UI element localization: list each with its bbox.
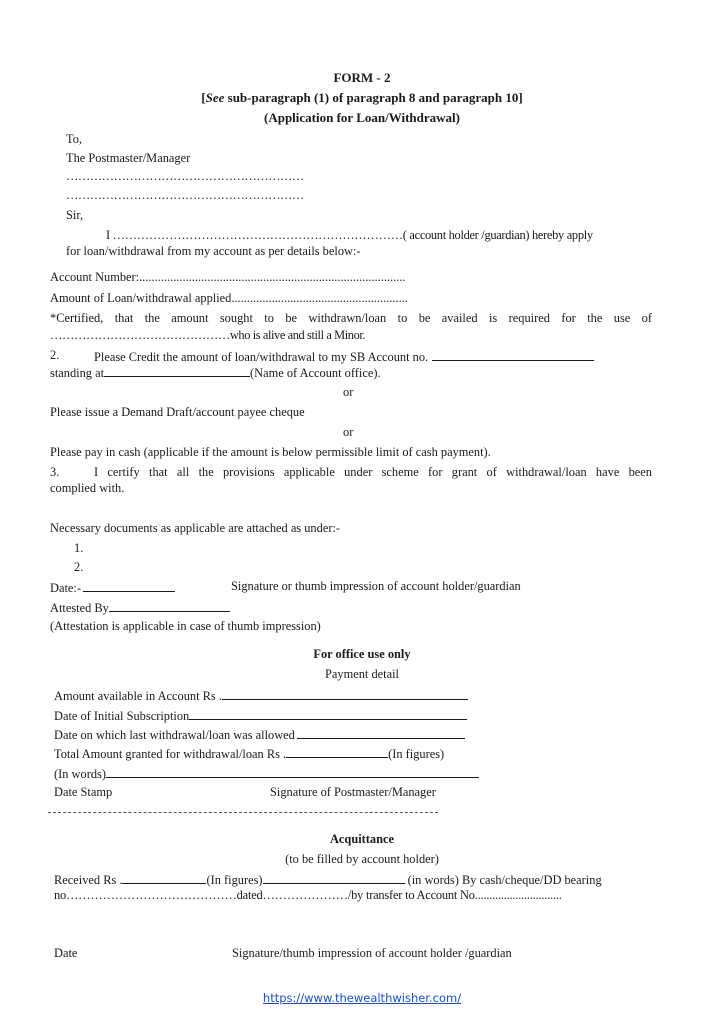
standing-at-line [50, 365, 381, 379]
received-line [54, 872, 602, 886]
signature-postmaster: Signature of Postmaster/Manager [270, 785, 436, 799]
payment-detail: Payment detail [325, 667, 399, 681]
acquittance-date: Date [54, 946, 78, 960]
credit-number: 2. [50, 348, 60, 362]
website-link[interactable]: https://www.thewealthwisher.com/ [262, 991, 462, 1005]
in-words-line [54, 766, 479, 780]
address-blank-2: …………………………………………………… [66, 188, 304, 202]
salutation: Sir, [66, 208, 84, 222]
apply-line-2: for loan/withdrawal from my account as per details below:- [66, 244, 361, 258]
office-heading: For office use only [313, 647, 411, 661]
complied-line: complied with. [50, 481, 125, 495]
documents-line: Necessary documents as applicable are attached as under:- [50, 521, 341, 535]
demand-draft-line: Please issue a Demand Draft/account payee cheque [50, 405, 305, 419]
account-office-label: (Name of Account office). [250, 366, 381, 380]
in-words-label: (In words) [54, 767, 106, 781]
certify-number: 3. [50, 465, 60, 479]
document-item-1: 1. [74, 541, 84, 555]
no-line: no……………………………………dated…………………/by transfer to Account No.............................. [54, 888, 562, 902]
acquittance-heading: Acquittance [329, 832, 394, 846]
or-1: or [343, 385, 354, 399]
total-granted-figures: (In figures) [388, 747, 445, 761]
amount-available-blank [222, 688, 468, 700]
sb-account-blank [432, 349, 594, 361]
certified-line-1: *Certified, that the amount sought to be withdrawn/loan to be availed is required for the use of [50, 311, 652, 325]
in-words-blank [106, 766, 479, 778]
acquittance-subheading: (to be filled by account holder) [285, 852, 439, 866]
total-granted-line [54, 746, 444, 760]
address-blank-1: …………………………………………………… [66, 169, 304, 183]
date-blank [83, 580, 175, 592]
credit-text: Please Credit the amount of loan/withdrawal to my SB Account no. [94, 350, 429, 364]
acquittance-signature: Signature/thumb impression of account holder /guardian [232, 946, 512, 960]
ref-see: See [205, 90, 225, 105]
ref-prefix: [ [201, 90, 206, 105]
form-title: FORM - 2 [333, 70, 391, 85]
certify-line: I certify that all the provisions applicable under scheme for grant of withdrawal/loan have been [94, 465, 652, 479]
amount-applied-field: Amount of Loan/withdrawal applied......................................................... [50, 291, 408, 305]
total-granted-blank [286, 746, 388, 758]
footer [0, 992, 724, 1005]
form-reference [0, 91, 724, 104]
standing-at-blank [104, 365, 250, 377]
attestation-note: (Attestation is applicable in case of thumb impression) [50, 619, 321, 633]
date-label: Date:- [50, 581, 81, 595]
last-withdrawal-line [54, 727, 465, 741]
initial-subscription-label: Date of Initial Subscription [54, 709, 190, 723]
pay-cash-line: Please pay in cash (applicable if the amount is below permissible limit of cash payment). [50, 445, 491, 459]
received-words-tail: (in words) By cash/cheque/DD bearing [407, 873, 602, 887]
credit-line [94, 349, 594, 363]
amount-available-label: Amount available in Account Rs . [54, 689, 222, 703]
received-figures-label: (In figures) [206, 873, 263, 887]
to-label: To, [66, 132, 82, 146]
apply-line: I ………………………………………………………………( account holder /guardian) hereby apply [106, 228, 593, 242]
document-item-2: 2. [74, 560, 84, 574]
received-words-blank [263, 872, 405, 884]
signature-holder-label: Signature or thumb impression of account holder/guardian [231, 579, 521, 593]
cut-line [48, 812, 438, 813]
or-2: or [343, 425, 354, 439]
initial-subscription-blank [189, 708, 467, 720]
attested-line [50, 600, 230, 614]
attested-by-label: Attested By [50, 601, 109, 615]
application-title: (Application for Loan/Withdrawal) [264, 110, 460, 125]
certified-line-2: ………………………………………who is alive and still a Minor. [50, 328, 366, 342]
received-figures-blank [122, 872, 206, 884]
last-withdrawal-blank [297, 727, 465, 739]
date-stamp: Date Stamp [54, 785, 113, 799]
received-label: Received Rs . [54, 873, 123, 887]
account-number-field: Account Number:...................................................................................... [50, 270, 406, 284]
attested-by-blank [109, 600, 230, 612]
last-withdrawal-label: Date on which last withdrawal/loan was allowed [54, 728, 295, 742]
standing-at-label: standing at [50, 366, 105, 380]
ref-rest: sub-paragraph (1) of paragraph 8 and paragraph 10] [224, 90, 523, 105]
recipient: The Postmaster/Manager [66, 151, 191, 165]
total-granted-label: Total Amount granted for withdrawal/loan Rs . [54, 747, 287, 761]
date-line [50, 580, 175, 594]
initial-subscription-line [54, 708, 467, 722]
amount-available-line [54, 688, 468, 702]
